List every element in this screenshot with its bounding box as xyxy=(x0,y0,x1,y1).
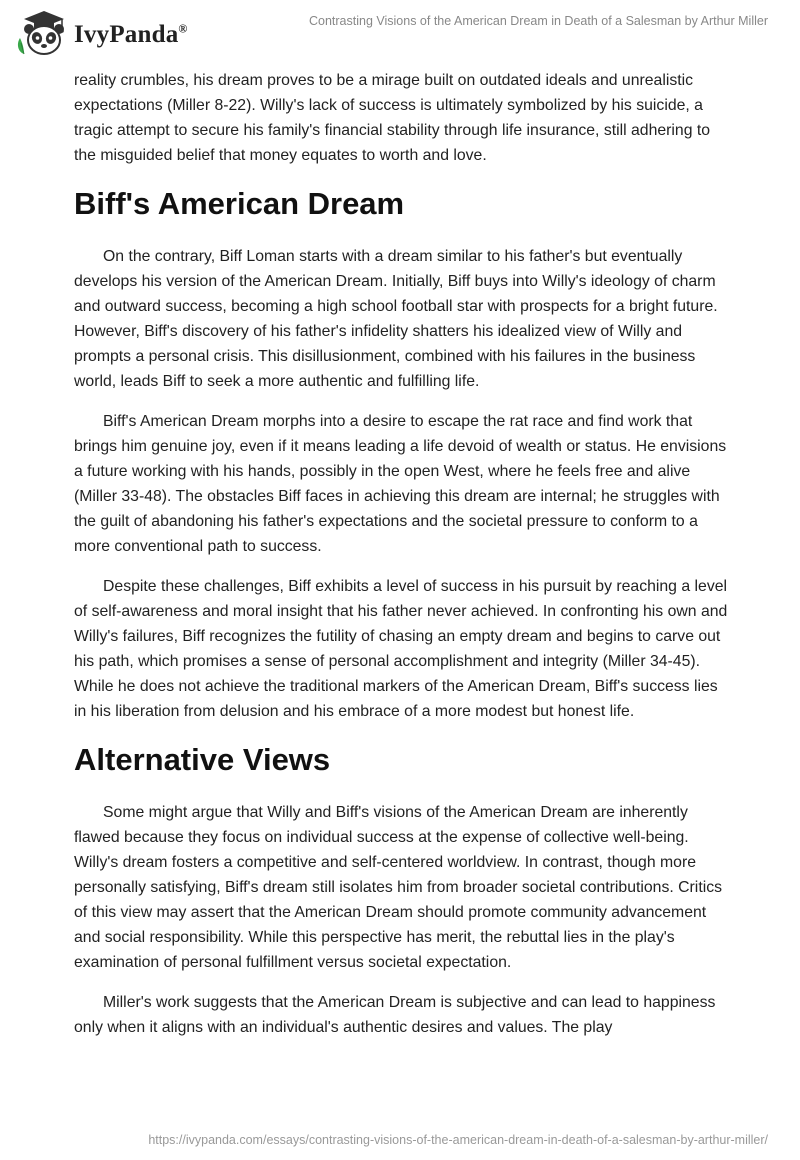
registered-mark: ® xyxy=(178,21,188,36)
paragraph: Biff's American Dream morphs into a desire to escape the rat race and find work that brings him genuine joy, even if it means leading a life devoid of wealth or status. He envisions a future working with his hands, possibly in the open West, where he feels free and alive (Miller 33-48). The obstacles Biff faces in achieving this dream are internal; he struggles with the guilt of abandoning his father's expectations and the societal pressure to conform to a more conventional path to success. xyxy=(74,413,727,555)
document-title: Contrasting Visions of the American Dream in Death of a Salesman by Arthur Miller xyxy=(308,14,768,28)
section-heading-alternative-views: Alternative Views xyxy=(74,742,331,777)
paragraph: Some might argue that Willy and Biff's visions of the American Dream are inherently flawed because they focus on individual success at the expense of collective well-being. Willy's dream fosters a competitive and self-centered worldview. In contrast, though more personally satisfying, Biff's dream still isolates him from broader societal contributions. Critics of this view may assert that the American Dream should promote community advancement and social responsibility. While this perspective has merit, the rebuttal lies in the play's examination of personal fulfillment versus societal expectation. xyxy=(74,804,723,971)
ivypanda-logo[interactable] xyxy=(14,8,188,58)
brand-text: IvyPanda xyxy=(74,21,179,48)
essay-content xyxy=(74,68,734,1040)
section-heading-biff: Biff's American Dream xyxy=(74,186,405,221)
brand-name xyxy=(74,21,188,49)
paragraph: Miller's work suggests that the American Dream is subjective and can lead to happiness only when it aligns with an individual's authentic desires and values. The play xyxy=(74,994,716,1036)
paragraph: On the contrary, Biff Loman starts with a dream similar to his father's but eventually develops his version of the American Dream. Initially, Biff buys into Willy's ideology of charm and outward success, becoming a high school football star with prospects for a bright future. However, Biff's discovery of his father's infidelity shatters his idealized view of Willy and prompts a personal crisis. This disillusionment, combined with his failures in the business world, leads Biff to seek a more authentic and fulfilling life. xyxy=(74,248,718,390)
source-url[interactable]: https://ivypanda.com/essays/contrasting-visions-of-the-american-dream-in-death-of-a-salesman-by-arthur-miller/ xyxy=(148,1133,768,1147)
paragraph-continued: reality crumbles, his dream proves to be a mirage built on outdated ideals and unrealistic expectations (Miller 8-22). Willy's lack of success is ultimately symbolized by his suicide, a tragic attempt to secure his family's financial stability through life insurance, still adhering to the misguided belief that money equates to worth and love. xyxy=(74,72,711,164)
paragraph: Despite these challenges, Biff exhibits a level of success in his pursuit by reaching a level of self-awareness and moral insight that his father never achieved. In confronting his own and Willy's failures, Biff recognizes the futility of chasing an empty dream and begins to carve out his path, which promises a sense of personal accomplishment and integrity (Miller 34-45). While he does not achieve the traditional markers of the American Dream, Biff's success lies in his liberation from delusion and his embrace of a more modest but honest life. xyxy=(74,578,728,720)
page-header xyxy=(0,0,800,68)
panda-logo-icon xyxy=(14,8,70,58)
